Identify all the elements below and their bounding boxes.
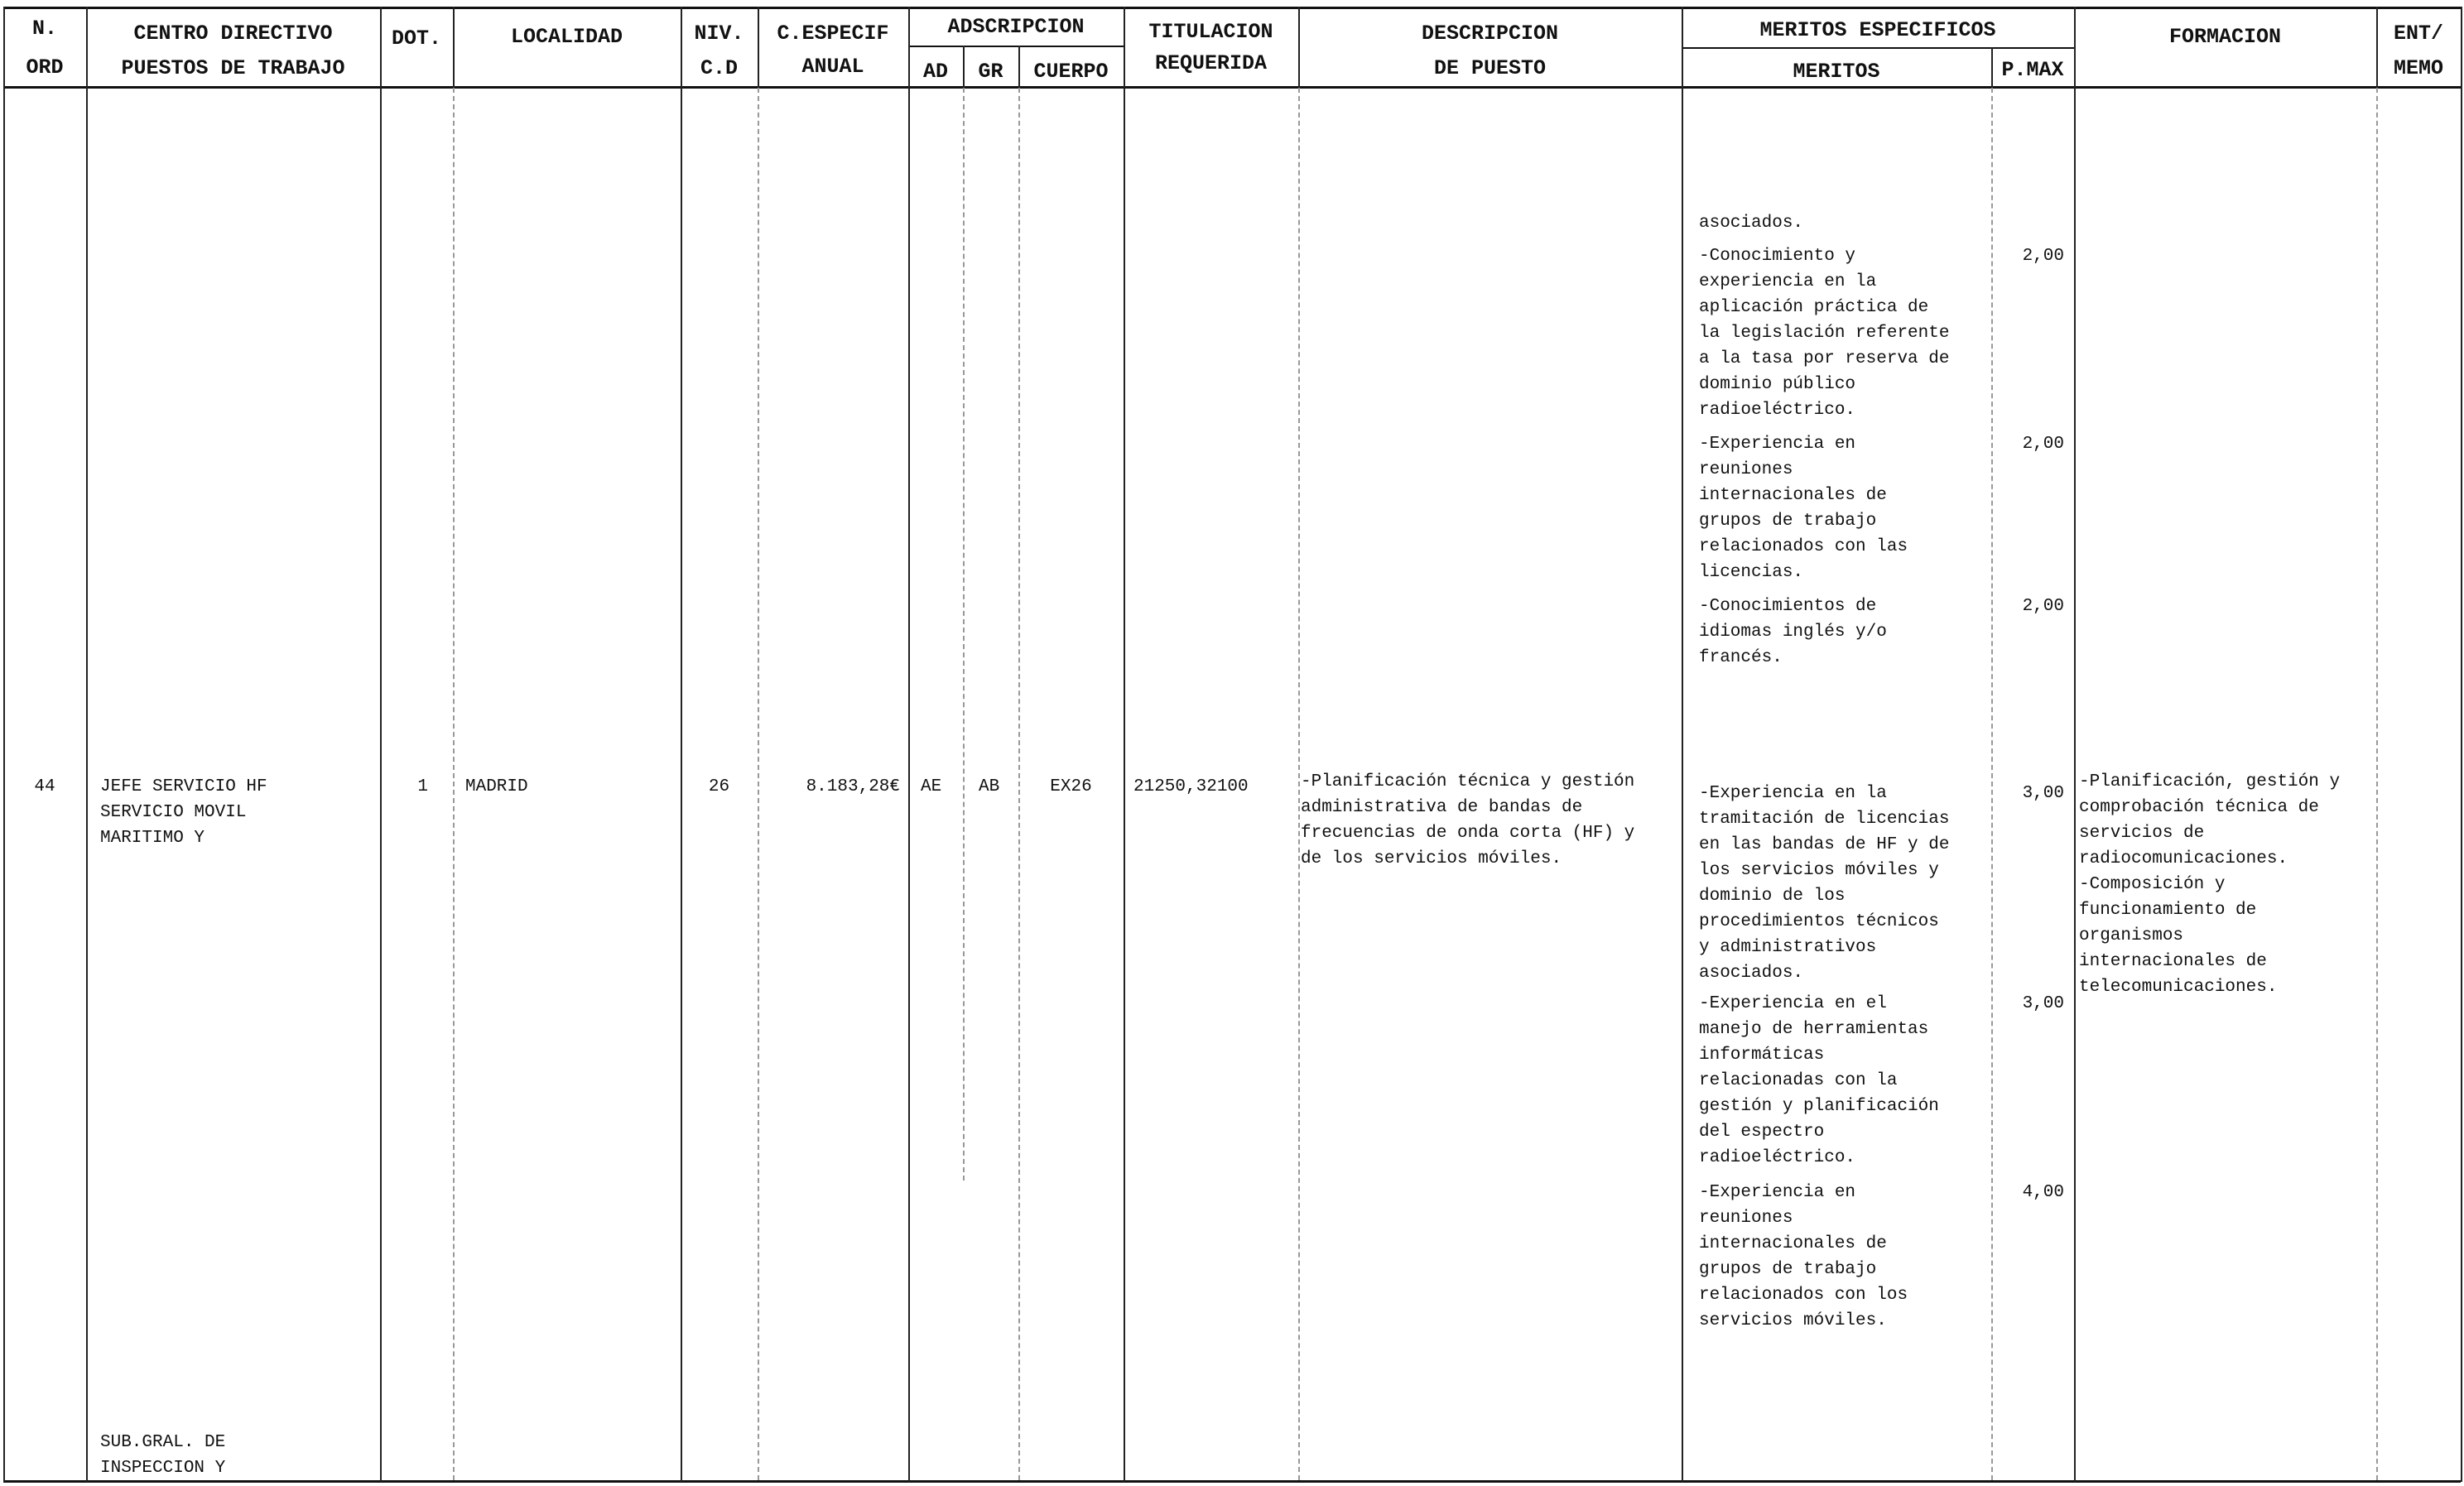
merito-line: informáticas bbox=[1699, 1046, 1825, 1065]
header-requerida: REQUERIDA bbox=[1154, 51, 1268, 75]
cell-formacion-line: internacionales de bbox=[2079, 952, 2267, 971]
merito-line: relacionados con los bbox=[1699, 1286, 1908, 1305]
col-line bbox=[453, 88, 455, 1480]
header-adscripcion: ADSCRIPCION bbox=[947, 15, 1085, 39]
header-gr: GR bbox=[978, 60, 1003, 84]
header-bottom-border bbox=[3, 86, 2461, 89]
header-formacion: FORMACION bbox=[2168, 25, 2282, 49]
pmax-value: 2,00 bbox=[2022, 247, 2064, 266]
cell-titulacion: 21250,32100 bbox=[1133, 777, 1249, 796]
cell-localidad: MADRID bbox=[465, 777, 528, 796]
bottom-border bbox=[3, 1480, 2461, 1483]
merito-line: y administrativos bbox=[1699, 938, 1877, 957]
cell-formacion-line: servicios de bbox=[2079, 824, 2205, 843]
header-ent: ENT/ bbox=[2393, 22, 2443, 46]
header-anual: ANUAL bbox=[801, 55, 864, 79]
next-centro-line: INSPECCION Y bbox=[100, 1459, 226, 1478]
cell-formacion-line: organismos bbox=[2079, 926, 2184, 945]
cell-descripcion-line: -Planificación técnica y gestión bbox=[1301, 772, 1635, 791]
cell-centro-line: JEFE SERVICIO HF bbox=[100, 777, 267, 796]
col-line bbox=[3, 7, 5, 1482]
merito-line: -Experiencia en el bbox=[1699, 994, 1887, 1013]
merito-line: dominio de los bbox=[1699, 887, 1846, 906]
cell-descripcion-line: frecuencias de onda corta (HF) y bbox=[1301, 824, 1635, 843]
cell-n-ord: 44 bbox=[34, 777, 55, 796]
merito-line: relacionadas con la bbox=[1699, 1071, 1898, 1090]
pmax-value: 2,00 bbox=[2022, 597, 2064, 616]
header-titulacion: TITULACION bbox=[1148, 20, 1273, 44]
cell-centro-line: MARITIMO Y bbox=[100, 829, 205, 848]
col-line bbox=[2376, 88, 2378, 1480]
col-line bbox=[1298, 88, 1300, 1480]
merito-line: aplicación práctica de bbox=[1699, 298, 1929, 317]
cell-dot: 1 bbox=[417, 777, 428, 796]
header-localidad: LOCALIDAD bbox=[510, 25, 623, 49]
header-cuerpo: CUERPO bbox=[1033, 60, 1109, 84]
cell-formacion-line: radiocomunicaciones. bbox=[2079, 849, 2288, 868]
merito-line: los servicios móviles y bbox=[1699, 861, 1939, 880]
cell-formacion-line: funcionamiento de bbox=[2079, 901, 2257, 920]
merito-line: procedimientos técnicos bbox=[1699, 912, 1939, 931]
cell-cuerpo: EX26 bbox=[1050, 777, 1092, 796]
merito-line: -Experiencia en la bbox=[1699, 784, 1887, 803]
merito-line: en las bandas de HF y de bbox=[1699, 835, 1950, 854]
header-niv: NIV. bbox=[694, 22, 744, 46]
merito-line: gestión y planificación bbox=[1699, 1097, 1939, 1116]
cell-descripcion-line: administrativa de bandas de bbox=[1301, 798, 1583, 817]
merito-line: manejo de herramientas bbox=[1699, 1020, 1929, 1039]
merito-line: tramitación de licencias bbox=[1699, 810, 1950, 829]
header-dot: DOT. bbox=[391, 26, 441, 50]
merito-line: a la tasa por reserva de bbox=[1699, 349, 1950, 368]
header-meritos-especificos: MERITOS ESPECIFICOS bbox=[1759, 18, 1996, 42]
merito-line: asociados. bbox=[1699, 214, 1804, 233]
cell-descripcion-line: de los servicios móviles. bbox=[1301, 849, 1562, 868]
merito-line: grupos de trabajo bbox=[1699, 1260, 1877, 1279]
top-border bbox=[3, 7, 2461, 9]
cell-formacion-line: -Planificación, gestión y bbox=[2079, 772, 2341, 791]
cell-centro-line: SERVICIO MOVIL bbox=[100, 803, 247, 822]
col-line bbox=[681, 7, 682, 1482]
merito-line: dominio público bbox=[1699, 375, 1856, 394]
meritos-divider bbox=[1682, 47, 2074, 49]
merito-line: experiencia en la bbox=[1699, 272, 1877, 291]
pmax-value: 4,00 bbox=[2022, 1183, 2064, 1202]
next-centro-line: SUB.GRAL. DE bbox=[100, 1433, 226, 1452]
pmax-value: 2,00 bbox=[2022, 435, 2064, 454]
header-cespecif: C.ESPECIF bbox=[777, 22, 889, 46]
col-line bbox=[908, 7, 910, 1482]
header-de-puesto: DE PUESTO bbox=[1433, 56, 1547, 80]
header-pmax: P.MAX bbox=[2001, 58, 2064, 82]
merito-line: francés. bbox=[1699, 648, 1783, 667]
cell-formacion-line: comprobación técnica de bbox=[2079, 798, 2319, 817]
merito-line: idiomas inglés y/o bbox=[1699, 623, 1887, 642]
header-puestos: PUESTOS DE TRABAJO bbox=[121, 56, 345, 80]
pmax-value: 3,00 bbox=[2022, 994, 2064, 1013]
col-line bbox=[1124, 7, 1125, 1482]
header-descripcion: DESCRIPCION bbox=[1421, 22, 1559, 46]
col-line bbox=[2074, 7, 2076, 1482]
merito-line: reuniones bbox=[1699, 460, 1793, 479]
merito-line: la legislación referente bbox=[1699, 324, 1950, 343]
header-ad: AD bbox=[922, 60, 948, 84]
merito-line: -Experiencia en bbox=[1699, 1183, 1856, 1202]
merito-line: radioeléctrico. bbox=[1699, 401, 1856, 420]
col-line bbox=[1682, 7, 1683, 1482]
merito-line: internacionales de bbox=[1699, 486, 1887, 505]
header-cd: C.D bbox=[700, 56, 738, 80]
merito-line: servicios móviles. bbox=[1699, 1311, 1887, 1330]
merito-line: licencias. bbox=[1699, 563, 1804, 582]
header-memo: MEMO bbox=[2393, 56, 2443, 80]
header-n: N. bbox=[31, 17, 57, 41]
merito-line: grupos de trabajo bbox=[1699, 512, 1877, 531]
merito-line: -Conocimiento y bbox=[1699, 247, 1856, 266]
adscripcion-divider bbox=[908, 46, 1124, 47]
cell-ad: AE bbox=[921, 777, 942, 796]
col-line bbox=[2461, 7, 2462, 1482]
merito-line: asociados. bbox=[1699, 964, 1804, 983]
merito-line: radioeléctrico. bbox=[1699, 1148, 1856, 1167]
merito-line: -Conocimientos de bbox=[1699, 597, 1877, 616]
header-centro: CENTRO DIRECTIVO bbox=[133, 22, 333, 46]
cell-cespecif: 8.183,28€ bbox=[806, 777, 900, 796]
cell-formacion-line: -Composición y bbox=[2079, 875, 2226, 894]
col-line bbox=[963, 88, 965, 1181]
col-line bbox=[380, 7, 382, 1482]
cell-formacion-line: telecomunicaciones. bbox=[2079, 978, 2278, 997]
cell-gr: AB bbox=[979, 777, 1000, 796]
merito-line: internacionales de bbox=[1699, 1234, 1887, 1253]
merito-line: reuniones bbox=[1699, 1209, 1793, 1228]
col-line bbox=[86, 7, 88, 1482]
merito-line: del espectro bbox=[1699, 1123, 1825, 1142]
merito-line: relacionados con las bbox=[1699, 537, 1908, 556]
cell-niv: 26 bbox=[708, 777, 730, 796]
merito-line: -Experiencia en bbox=[1699, 435, 1856, 454]
header-meritos: MERITOS bbox=[1793, 60, 1880, 84]
header-ord: ORD bbox=[26, 55, 64, 79]
pmax-value: 3,00 bbox=[2022, 784, 2064, 803]
